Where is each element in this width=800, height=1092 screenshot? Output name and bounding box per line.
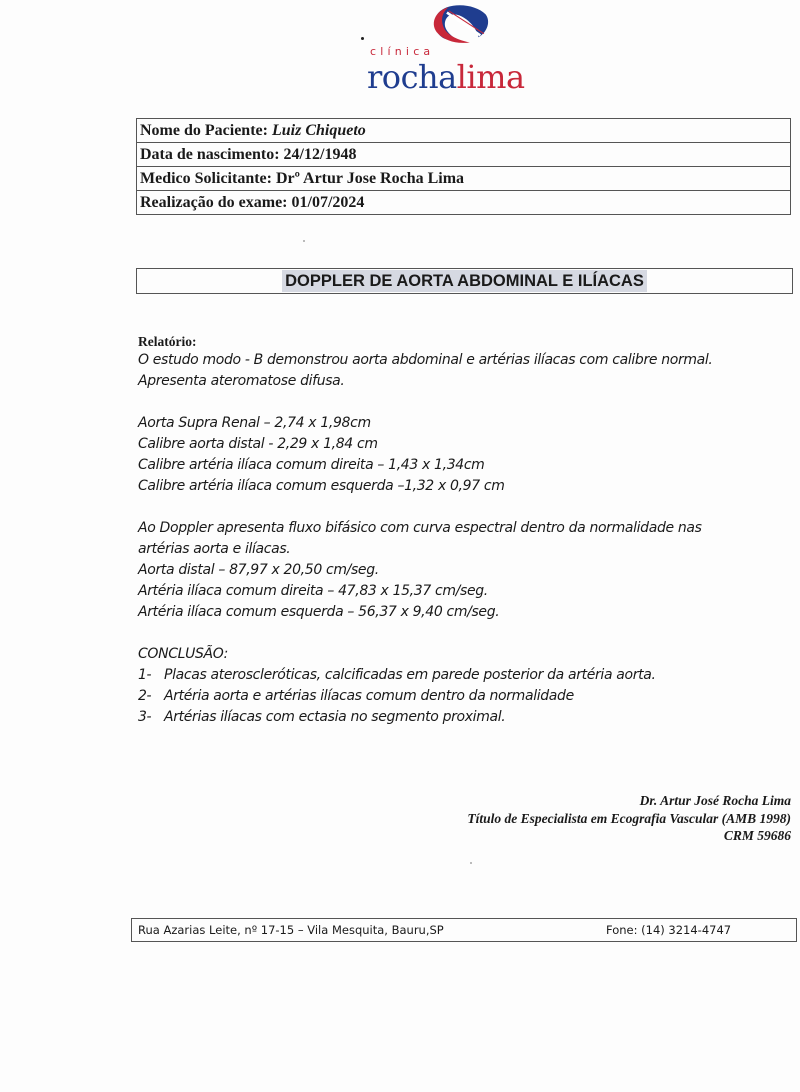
- doppler-line: Artéria ilíaca comum direita – 47,83 x 15,37 cm/seg.: [138, 583, 488, 599]
- signature-block: [467, 792, 791, 845]
- exam-title: DOPPLER DE AORTA ABDOMINAL E ILÍACAS: [282, 270, 647, 292]
- measurement-line: Calibre artéria ilíaca comum esquerda –1,32 x 0,97 cm: [138, 478, 505, 494]
- report-intro-line: Apresenta ateromatose difusa.: [138, 373, 345, 389]
- measurement-line: Calibre artéria ilíaca comum direita – 1,43 x 1,34cm: [138, 457, 485, 473]
- conclusion-list: [138, 665, 778, 728]
- patient-info-table: [136, 118, 791, 215]
- conclusion-text: Placas ateroscleróticas, calcificadas em parede posterior da artéria aorta.: [164, 667, 656, 683]
- exam-date-row: [136, 191, 791, 215]
- patient-name-label: Nome do Paciente:: [140, 122, 268, 139]
- clinic-name-part1: rocha: [367, 58, 457, 96]
- scan-speck: [361, 37, 364, 40]
- footer-address: Rua Azarias Leite, nº 17-15 – Vila Mesquita, Bauru,SP: [138, 923, 444, 937]
- conclusion-heading: CONCLUSÃO:: [138, 646, 229, 662]
- clinic-name: [367, 60, 525, 94]
- scan-speck: [470, 862, 472, 864]
- patient-name-row: [136, 119, 791, 143]
- requesting-doctor-value: Drº Artur Jose Rocha Lima: [275, 170, 465, 187]
- conclusion-item: [138, 707, 778, 728]
- conclusion-number: 1-: [138, 667, 152, 683]
- requesting-doctor-row: [136, 167, 791, 191]
- exam-date-label: Realização do exame:: [140, 194, 288, 211]
- scan-speck: [303, 240, 305, 242]
- footer-box: [131, 918, 797, 942]
- report-body: [138, 333, 778, 728]
- exam-title-box: [136, 268, 793, 294]
- measurement-line: Calibre aorta distal - 2,29 x 1,84 cm: [138, 436, 378, 452]
- signature-name: Dr. Artur José Rocha Lima: [639, 793, 791, 808]
- clinic-logo: [360, 0, 560, 100]
- conclusion-number: 3-: [138, 709, 152, 725]
- conclusion-number: 2-: [138, 688, 152, 704]
- doppler-line: Aorta distal – 87,97 x 20,50 cm/seg.: [138, 562, 379, 578]
- footer-phone: Fone: (14) 3214-4747: [606, 923, 732, 937]
- signature-crm: CRM 59686: [723, 828, 791, 843]
- conclusion-item: [138, 665, 778, 686]
- report-intro-line: O estudo modo - B demonstrou aorta abdominal e artérias ilíacas com calibre normal.: [138, 352, 713, 368]
- exam-date-value: 01/07/2024: [291, 194, 365, 211]
- clinic-name-part2: lima: [456, 58, 525, 96]
- birth-date-row: [136, 143, 791, 167]
- clinic-prefix: clínica: [370, 45, 435, 58]
- doppler-line: Artéria ilíaca comum esquerda – 56,37 x 9,40 cm/seg.: [138, 604, 500, 620]
- requesting-doctor-label: Medico Solicitante:: [140, 170, 272, 187]
- doppler-line: Ao Doppler apresenta fluxo bifásico com curva espectral dentro da normalidade nas: [138, 520, 702, 536]
- birth-date-label: Data de nascimento:: [140, 146, 280, 163]
- birth-date-value: 24/12/1948: [283, 146, 357, 163]
- conclusion-text: Artéria aorta e artérias ilíacas comum dentro da normalidade: [164, 688, 574, 704]
- report-label: Relatório:: [138, 334, 197, 349]
- clinic-emblem-icon: [425, 2, 497, 46]
- measurement-line: Aorta Supra Renal – 2,74 x 1,98cm: [138, 415, 371, 431]
- signature-title: Título de Especialista em Ecografia Vascular (AMB 1998): [467, 810, 791, 826]
- patient-name-value: Luiz Chiqueto: [271, 122, 366, 139]
- conclusion-text: Artérias ilíacas com ectasia no segmento proximal.: [164, 709, 506, 725]
- doppler-line: artérias aorta e ilíacas.: [138, 541, 291, 557]
- conclusion-item: [138, 686, 778, 707]
